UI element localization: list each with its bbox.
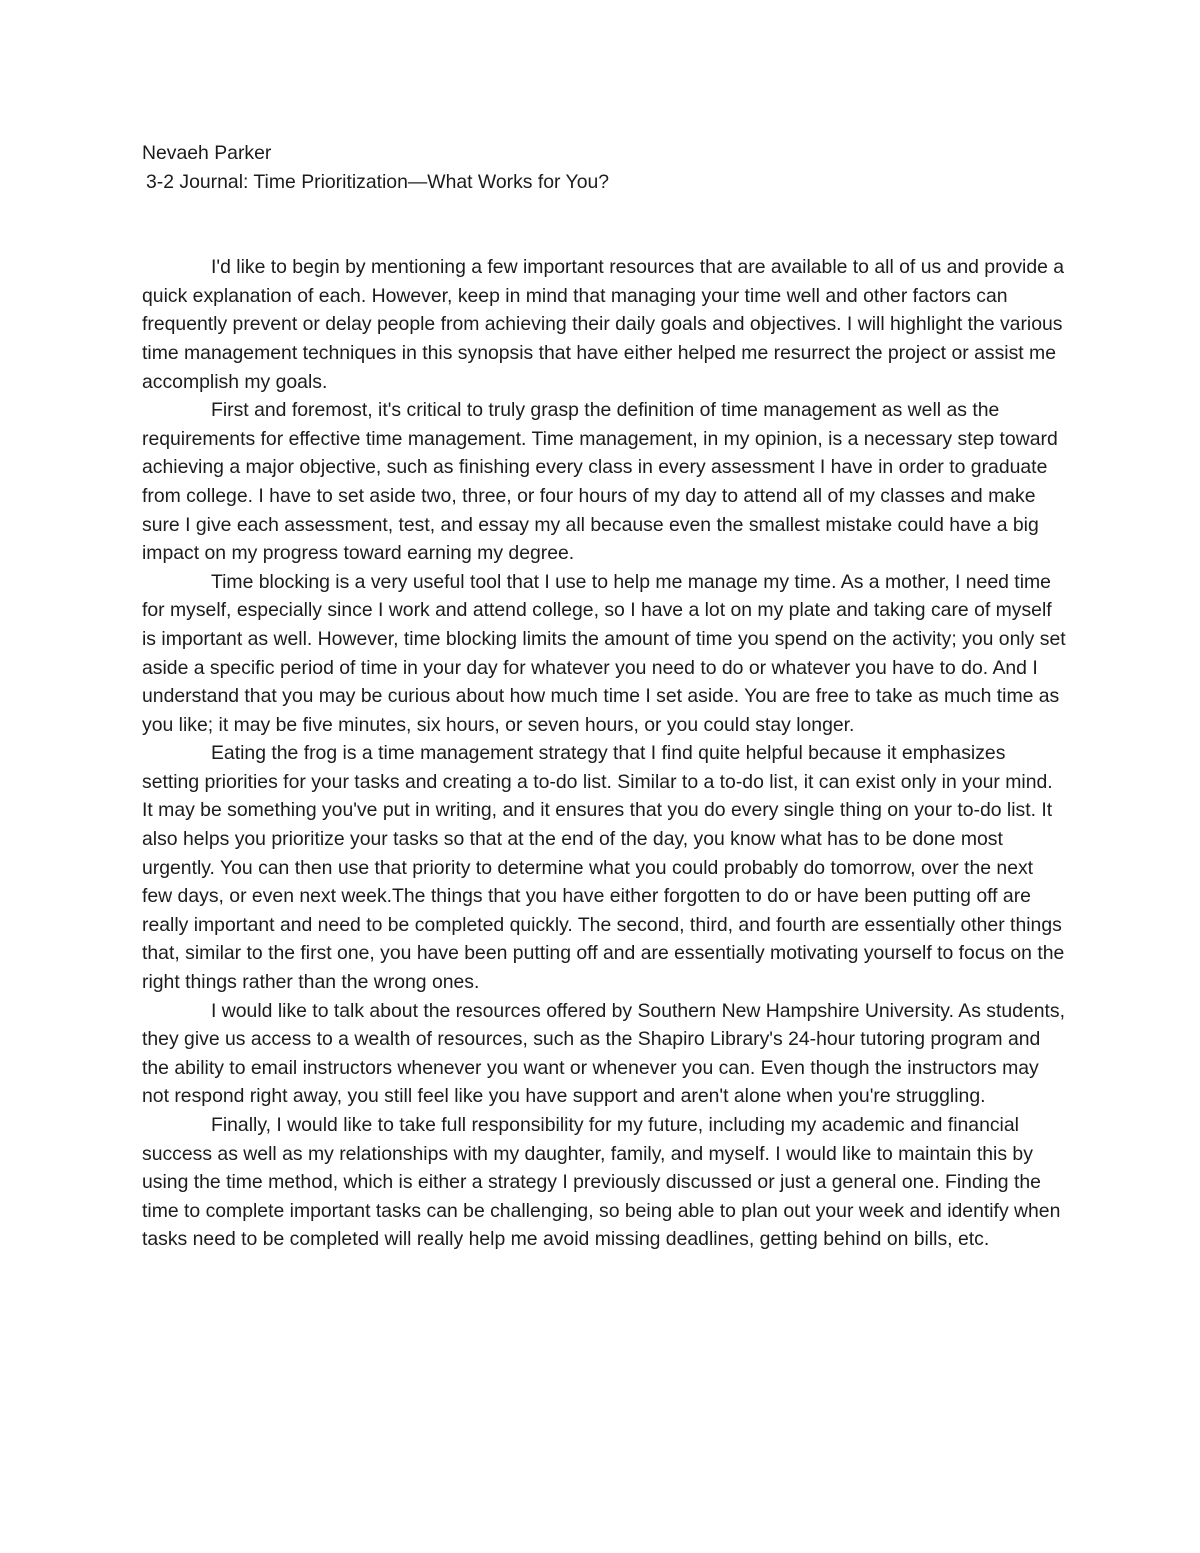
paragraph-snhu-resources: I would like to talk about the resources offered by Southern New Hampshire University. As students, they give us access to a wealth of resources, such as the Shapiro Library's 24-hour tutoring program and the ability to email instructors whenever you want or whenever you can. Even though the instructors may not respond right away, you still feel like you have support and aren't alone when you're struggling.	[142, 999, 1065, 1108]
paragraph-intro: I'd like to begin by mentioning a few important resources that are available to all of us and provide a quick explanation of each. However, keep in mind that managing your time well and other factors can frequently prevent or delay people from achieving their daily goals and objectives. I will highlight the various time management techniques in this synopsis that have either helped me resurrect the project or assist me accomplish my goals.	[142, 256, 1065, 393]
document-title: 3-2 Journal: Time Prioritization—What Works for You?	[146, 170, 610, 193]
paragraph-time-blocking: Time blocking is a very useful tool that I use to help me manage my time. As a mother, I need time for myself, especially since I work and attend college, so I have a lot on my plate and taking care of myself is important as well. However, time blocking limits the amount of time you spend on the activity; you only set aside a specific period of time in your day for whatever you need to do or whatever you have to do. And I understand that you may be curious about how much time I set aside. You are free to take as much time as you like; it may be five minutes, six hours, or seven hours, or you could stay longer.	[142, 570, 1066, 736]
paragraph-eating-the-frog: Eating the frog is a time management strategy that I find quite helpful because it emphasizes setting priorities for your tasks and creating a to-do list. Similar to a to-do list, it can exist only in your mind. It may be something you've put in writing, and it ensures that you do every single thing on your to-do list. It also helps you prioritize your tasks so that at the end of the day, you know what has to be done most urgently. You can then use that priority to determine what you could probably do tomorrow, over the next few days, or even next week.The things that you have either forgotten to do or have been putting off are really important and need to be completed quickly. The second, third, and fourth are essentially other things that, similar to the first one, you have been putting off and are essentially motivating yourself to focus on the right things rather than the wrong ones.	[142, 742, 1065, 994]
blank-line	[142, 196, 1066, 253]
paragraph-conclusion: Finally, I would like to take full responsibility for my future, including my academic and financial success as well as my relationships with my daughter, family, and myself. I would like to maintain this by using the time method, which is either a strategy I previously discussed or just a general one. Finding the time to complete important tasks can be challenging, so being able to plan out your week and identify when tasks need to be completed will really help me avoid missing deadlines, getting behind on bills, etc.	[142, 1114, 1061, 1251]
author-name: Nevaeh Parker	[142, 142, 272, 164]
paragraph-time-management-definition: First and foremost, it's critical to truly grasp the definition of time management as well as the requirements for effective time management. Time management, in my opinion, is a necessary step toward achieving a major objective, such as finishing every class in every assessment I have in order to graduate from college. I have to set aside two, three, or four hours of my day to attend all of my classes and make sure I give each assessment, test, and essay my all because even the smallest mistake could have a big impact on my progress toward earning my degree.	[142, 399, 1058, 565]
document-body	[142, 139, 1066, 1254]
